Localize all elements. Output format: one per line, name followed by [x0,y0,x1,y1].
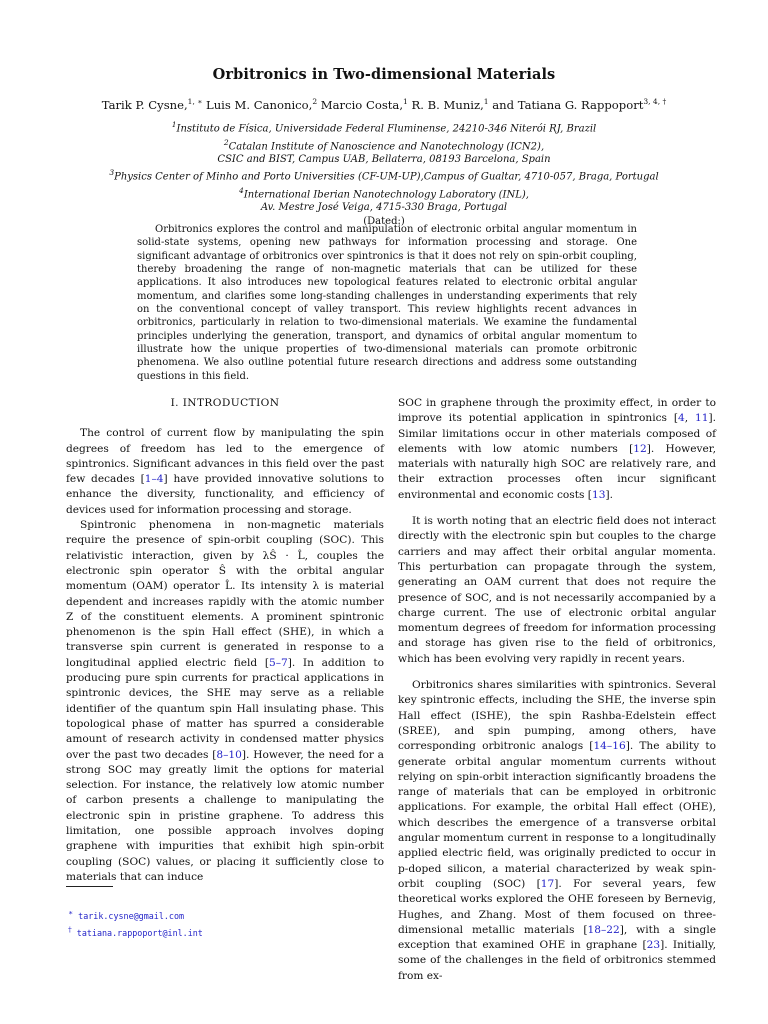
affiliation-text: Instituto de Física, Universidade Federal Fluminense, 24210-346 Niterói RJ, Brazil [176,123,597,135]
paragraph-text: ]. The ability to generate orbital angular momentum currents without relying on spin-orbit interaction significantly broadens the range of materials that can be employed in orbitronic applications. For example, the orbital Hall effect (OHE), which describes the emergence of a transverse orbital angular momentum current in response to a longitudinally applied electric field, was originally predicted to occur in p-doped silicon, a material characterized by weak spin-orbit coupling (SOC) [ [398,740,717,890]
affiliation-block [0,118,768,228]
affiliation-line [0,118,768,136]
paragraph-text: ], with a single exception that examined OHE in graphane [ [398,923,716,952]
abstract: Orbitronics explores the control and manipulation of electronic orbital angular momentum in solid-state systems, opening new pathways for information processing and storage. One significant advantage of orbitronics over spintronics is that it does not rely on spin-orbit coupling, thereby broadening the range of non-magnetic materials that can be utilized for these applications. It also introduces new topological features related to electronic orbital angular momentum, and clarifies some long-standing challenges in understanding experiments that rely on the conventional concept of valley transport. This review highlights recent advances in orbitronics, particularly in relation to two-dimensional materials. We examine the fundamental principles underlying the generation, transport, and dynamics of orbital angular momentum to illustrate how the unique properties of two-dimensional materials can promote orbitronic phenomena. We also outline potential future research directions and address some outstanding questions in this field. [137,224,637,382]
paragraph-text: ]. However, materials with naturally high SOC are relatively rare, and their extraction processes often incur significant environmental and economic costs [ [398,442,716,501]
affiliation-text: Physics Center of Minho and Porto Universities (CF-UM-UP),Campus of Gualtar, 4710-057, Braga, Portugal [114,171,659,183]
author-affiliation-mark: 2 [312,97,318,106]
footnote [66,906,366,923]
paragraph-text: Spintronic phenomena in non-magnetic materials require the presence of spin-orbit coupling (SOC). This relativistic interaction, given by λŜ · L̂, couples the electronic spin operator Ŝ with the orbital angular momentum (OAM) operator L̂. Its intensity λ is material dependent and increases rapidly with the atomic number Z of the constituent elements. A prominent spintronic phenomenon is the spin Hall effect (SHE), in which a transverse spin current is generated in response to a longitudinal applied electric field [ [66,519,384,669]
left-column [66,396,384,885]
section-heading: I. INTRODUCTION [170,397,280,409]
affiliation-text: Catalan Institute of Nanoscience and Nanotechnology (ICN2), [228,140,545,152]
citation-link[interactable]: 11 [695,412,709,425]
author-list [0,97,768,112]
paragraph-text: ]. [605,488,613,501]
paper-title: Orbitronics in Two-dimensional Materials [212,66,556,83]
author-affiliation-mark: 1 [483,97,489,106]
affiliation-text: Av. Mestre José Veiga, 4715-330 Braga, Portugal [260,202,508,214]
paragraph: It is worth noting that an electric field does not interact directly with the electronic spin but couples to the charge carriers and may affect their orbital angular momenta. This perturbation can propagate through the system, generating an OAM current that does not require the presence of SOC, and is not necessarily accompanied by a charge current. The use of electronic orbital angular momentum degrees of freedom for information processing and storage has given rise to the field of orbitronics, which has been evolving very rapidly in recent years. [398,515,716,665]
author-name: R. B. Muniz, [407,97,484,112]
footnote-mark: ∗ [68,908,74,917]
author-affiliation-mark: 3, 4, † [643,97,667,106]
footnote-mark: † [68,924,72,934]
citation-link[interactable]: 5–7 [269,656,288,669]
citation-link[interactable]: 1–4 [144,473,164,486]
paragraph [398,396,716,503]
affiliation-number: 4 [239,185,244,195]
paragraph-text: ] have provided innovative solutions to enhance the diversity, functionality, and efficiency of devices used for information processing and storage. [66,473,384,516]
citation-link[interactable]: 8–10 [216,748,242,761]
dated-line: (Dated:) [363,215,405,227]
affiliation-text: International Iberian Nanotechnology Laboratory (INL), [243,189,529,201]
paragraph [398,678,716,984]
affiliation-line [0,201,768,214]
citation-link[interactable]: 14–16 [593,740,626,753]
paragraph-text: , [684,412,695,425]
citation-link[interactable]: 13 [591,488,606,501]
paragraph-text: ]. Similar limitations occur in other materials composed of elements with low atomic numbers [ [398,412,716,455]
paragraph-text: ]. For several years, few theoretical works explored the OHE foreseen by Bernevig, Hughes, and Zhang. Most of them focused on three-dimensional metallic materials [ [398,877,716,936]
citation-link[interactable]: 4 [677,412,685,425]
paragraph [66,426,384,518]
affiliation-number: 1 [171,120,177,129]
affiliation-number: 3 [109,168,115,178]
paragraph-text: ]. Initially, some of the challenges in the field of orbitronics stemmed from ex- [398,939,716,982]
email-link[interactable]: tarik.cysne@gmail.com [78,910,185,921]
author-name: Tarik P. Cysne, [101,97,188,112]
citation-link[interactable]: 18–22 [587,923,620,936]
paragraph-text: Orbitronics shares similarities with spintronics. Several key spintronic effects, including the SHE, the inverse spin Hall effect (ISHE), the spin Rashba-Edelstein effect (SREE), and spin pumping, among others, have corresponding orbitronic analogs [ [398,679,716,753]
citation-link[interactable]: 12 [633,442,647,455]
author-affiliation-mark: 1 [403,97,408,106]
author-name: Marcio Costa, [317,97,404,112]
footnote [66,923,366,940]
affiliation-line [0,184,768,202]
paragraph [66,518,384,885]
citation-link[interactable]: 23 [646,939,661,952]
citation-link[interactable]: 17 [540,877,555,890]
paragraph-text: ]. However, the need for a strong SOC may greatly limit the options for material selection. For instance, the relatively low atomic number of carbon presents a challenge to manipulating the electronic spin in pristine graphene. To address this limitation, one possible approach involves doping graphene with impurities that exhibit high spin-orbit coupling (SOC) values, or placing it sufficiently close to materials that can induce [66,748,384,883]
affiliation-text: CSIC and BIST, Campus UAB, Bellaterra, 08193 Barcelona, Spain [217,154,551,166]
paragraph-text: The control of current flow by manipulating the spin degrees of freedom has led to the emergence of spintronics. Significant advances in this field over the past few decades [ [66,427,384,486]
affiliation-line [0,136,768,154]
affiliation-number: 2 [223,137,229,147]
author-name: and Tatiana G. Rappoport [488,97,644,112]
author-name: Luis M. Canonico, [202,97,313,112]
affiliation-line [0,153,768,166]
author-affiliation-mark: 1, ∗ [187,97,203,106]
footnotes [66,906,366,940]
right-column [398,396,716,984]
paragraph-text: SOC in graphene through the proximity effect, in order to improve its potential application in spintronics [ [398,397,716,425]
affiliation-line [0,166,768,184]
paragraph-text: ]. In addition to producing pure spin currents for practical applications in spintronic devices, the SHE may serve as a reliable identifier of the quantum spin Hall insulating phase. This topological phase of matter has spurred a considerable amount of research activity in condensed matter physics over the past two decades [ [66,656,384,761]
email-link[interactable]: tatiana.rappoport@inl.int [76,927,203,938]
footnote-rule [66,886,113,887]
